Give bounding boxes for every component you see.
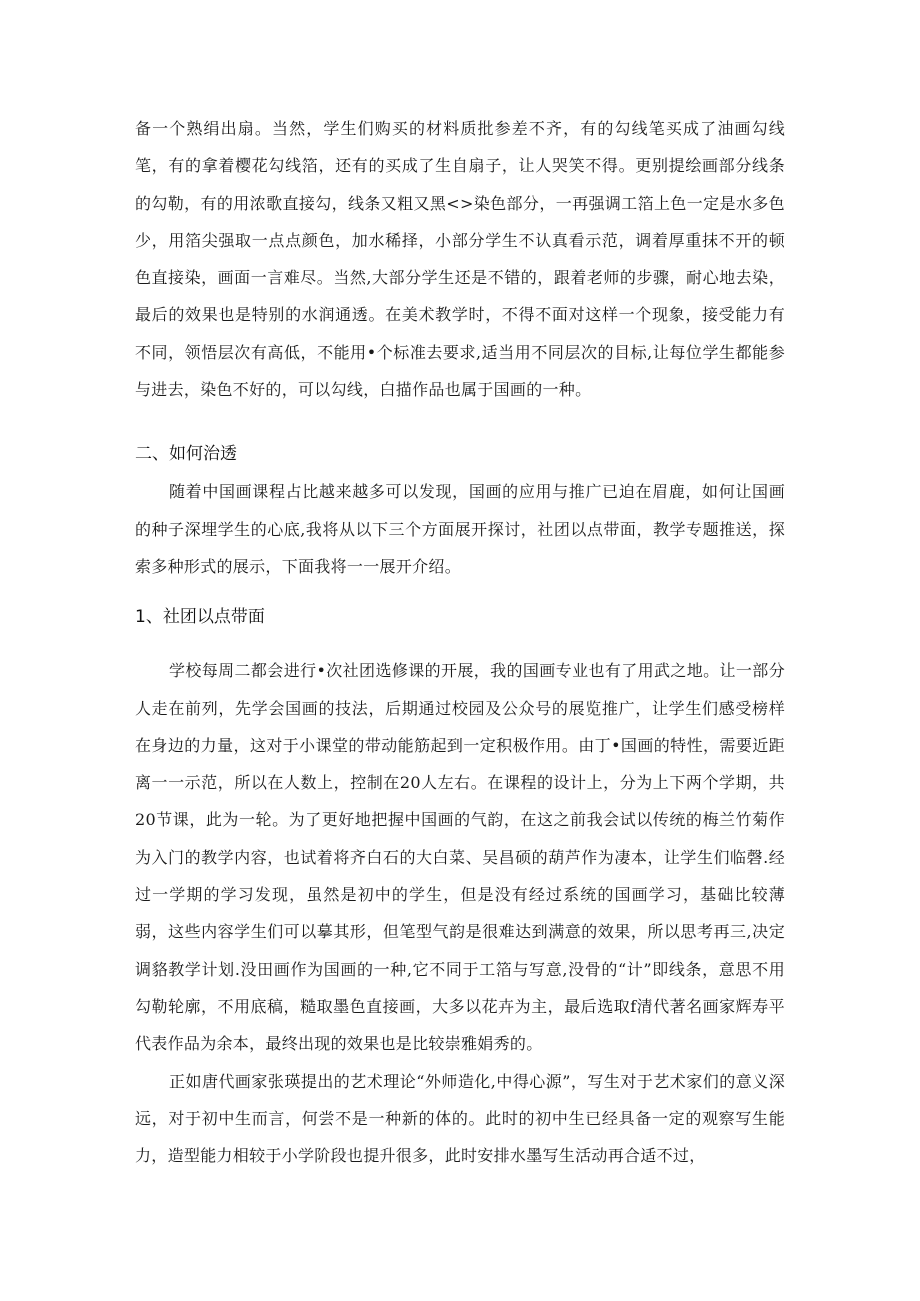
intro-paragraph: 备一个熟绢出扇。当然，学生们购买的材料质批参差不齐，有的勾线笔买成了油画勾线笔，有的拿着樱花勾线箔，还有的买成了生自扇子，让人哭笑不得。更别提绘画部分线条的勾勒，有的用浓歌直接勾，线条又粗又黑<>染色部分，一再强调工箔上色一定是水多色少，用箔尖强取一点点颜色，加水稀择，小部分学生不认真看示范，调着厚重抹不开的顿色直接染，画面一言难尽。当然,大部分学生还是不错的，跟着老师的步骤，耐心地去染，最后的效果也是特别的水润通透。在美术教学时，不得不面对这样一个现象，接受能力有不同，领悟层次有高低，不能用•个标准去要求,适当用不同层次的目标,让每位学生都能参与进去，染色不好的，可以勾线，白描作品也属于国画的一种。 xyxy=(135,119,785,400)
document-page xyxy=(135,110,785,1174)
subsection-1-paragraph-1: 学校每周二都会进行•次社团选修课的开展，我的国画专业也有了用武之地。让一部分人走在前列，先学会国画的技法，后期通过校园及公众号的展览推广，让学生们感受榜样在身边的力量，这对于小课堂的带动能筋起到一定积极作用。由丁•国画的特性，需要近距离一一示范，所以在人数上，控制在20人左右。在课程的设计上，分为上下两个学期，共20节课，此为一轮。为了更好地把握中国画的气韵，在这之前我会试以传统的梅兰竹菊作为入门的教学内容，也试着将齐白石的大白菜、吴昌硕的葫芦作为凄本，让学生们临磬.经过一学期的学习发现，虽然是初中的学生，但是没有经过系统的国画学习，基础比较薄弱，这些内容学生们可以摹其形，但笔型气韵是很难达到满意的效果，所以思考再三,决定调貉教学计划.没田画作为国画的一种,它不同于工箔与写意,没骨的“计”即线条，意思不用勾勒轮廓，不用底稿，糙取墨色直接画，大多以花卉为主，最后选取f清代著名画家辉寿平代表作品为余本，最终出现的效果也是比较崇雅娟秀的。 xyxy=(135,661,785,1054)
subsection-1-paragraph-2: 正如唐代画家张瑛提出的艺术理论“外师造化,中得心源”，写生对于艺术家们的意义深远，对于初中生而言，何尝不是一种新的体的。此时的初中生已经具备一定的观察写生能力，造型能力相较于小学阶段也提升很多，此时安排水墨写生活动再合适不过， xyxy=(135,1071,785,1166)
section-2-paragraph: 随着中国画课程占比越来越多可以发现，国画的应用与推广已迫在眉鹿，如何让国画的种子深埋学生的心底,我将从以下三个方面展开探讨，社团以点带面，教学专题推送，探索多种形式的展示，下面我将一一展开介绍。 xyxy=(135,482,785,576)
section-2-heading: 二、如何治透 xyxy=(135,444,237,465)
subsection-1-heading: 1、社团以点带面 xyxy=(135,607,265,628)
